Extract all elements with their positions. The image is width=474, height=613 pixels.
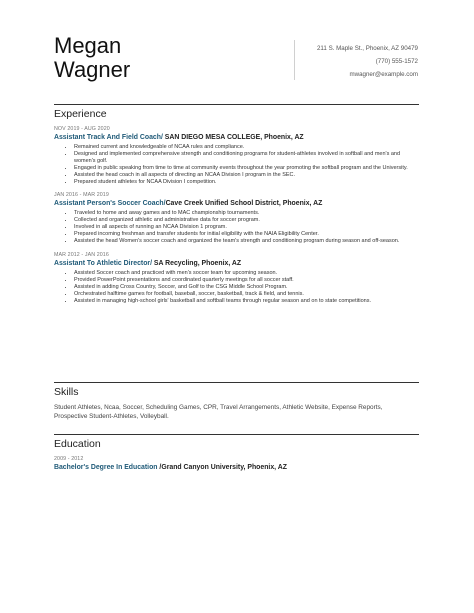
section-title: Experience bbox=[54, 108, 107, 120]
bullet: • Engaged in public speaking from time to time at community events throughout the year promoting the softball program and the University. bbox=[74, 165, 419, 172]
job-entry bbox=[54, 252, 419, 305]
job-dates: MAR 2012 - JAN 2016 bbox=[54, 251, 109, 258]
bullet: • Assisted in managing high-school girls' basketball and softball teams through regular season and on to state competitions. bbox=[74, 298, 419, 305]
education-dates: 2009 - 2012 bbox=[54, 456, 84, 462]
job-entry bbox=[54, 126, 419, 185]
bullet: • Traveled to home and away games and to MAC championship tournaments. bbox=[74, 210, 419, 217]
section-rule bbox=[54, 434, 419, 435]
school: /Grand Canyon University, Phoenix, AZ bbox=[157, 464, 287, 471]
experience-section bbox=[54, 104, 419, 305]
address: 211 S. Maple St., Phoenix, AZ 90479 bbox=[316, 45, 418, 52]
job-dates: NOV 2019 - AUG 2020 bbox=[54, 126, 110, 132]
header-divider bbox=[294, 40, 295, 80]
candidate-name bbox=[54, 34, 130, 82]
contact-info bbox=[317, 42, 418, 81]
bullet: • Assisted the head coach in all aspects of directing an NCAA Division I program in the SEC. bbox=[74, 172, 419, 179]
bullet: • Involved in all aspects of running an NCAA Division 1 program. bbox=[74, 224, 419, 231]
job-org: Cave Creek Unified School District, Phoenix, AZ bbox=[165, 200, 323, 208]
job-role: Assistant Track And Field Coach/ bbox=[54, 134, 163, 141]
job-role: Assistant Person's Soccer Coach/ bbox=[54, 200, 166, 208]
job-org: SAN DIEGO MESA COLLEGE, Phoenix, AZ bbox=[162, 134, 304, 141]
phone: (770) 555-1572 bbox=[375, 58, 418, 65]
job-heading bbox=[54, 134, 419, 141]
bullet: • Assisted Soccer coach and practiced with men's soccer team for upcoming season. bbox=[74, 270, 419, 277]
section-rule bbox=[54, 104, 419, 105]
job-entry bbox=[54, 192, 419, 245]
job-dates: JAN 2016 - MAR 2019 bbox=[54, 192, 109, 199]
section-title: Skills bbox=[54, 386, 79, 398]
last-name: Wagner bbox=[54, 57, 131, 82]
email: mwagner@example.com bbox=[349, 71, 418, 78]
bullet: • Designed and implemented comprehensive strength and conditioning programs for student-athletes involved in softball and men's and women's golf. bbox=[74, 151, 419, 165]
bullet: • Prepared student athletes for NCAA Division I competition. bbox=[74, 179, 419, 186]
bullet: • Provided PowerPoint presentations and coordinated quarterly meetings for all soccer staff. bbox=[74, 277, 419, 284]
section-title: Education bbox=[54, 438, 101, 450]
job-bullets bbox=[54, 210, 419, 245]
skills-section bbox=[54, 382, 419, 421]
education-section bbox=[54, 434, 419, 471]
job-heading bbox=[54, 260, 419, 267]
first-name: Megan bbox=[54, 33, 122, 58]
bullet: • Remained current and knowledgeable of NCAA rules and compliance. bbox=[74, 144, 419, 151]
job-bullets bbox=[54, 144, 419, 185]
job-role: Assistant To Athletic Director/ bbox=[54, 259, 153, 267]
job-bullets bbox=[54, 270, 419, 305]
bullet: • Orchestrated halftime games for football, baseball, soccer, basketball, track & field, and tennis. bbox=[74, 291, 419, 298]
job-heading bbox=[54, 200, 419, 207]
skills-list: Student Athletes, Ncaa, Soccer, Scheduling Games, CPR, Travel Arrangements, Athletic Website, Expense Reports, Prospective Student-Athletes, Volleyball. bbox=[54, 404, 383, 420]
bullet: • Assisted the head Women's soccer coach and organized the team's strength and conditioning program during season and off-season. bbox=[74, 238, 419, 245]
bullet: • Prepared incoming freshman and transfer students for initial eligibility with the NAIA Eligibility Center. bbox=[74, 231, 419, 238]
bullet: • Collected and organized athletic and administrative data for soccer program. bbox=[74, 217, 419, 224]
section-rule bbox=[54, 382, 419, 383]
bullet: • Assisted in adding Cross Country, Soccer, and Golf to the CSG Middle School Program. bbox=[74, 284, 419, 291]
job-org: SA Recycling, Phoenix, AZ bbox=[152, 259, 242, 267]
degree: Bachelor's Degree In Education bbox=[54, 464, 158, 471]
education-heading bbox=[54, 464, 419, 471]
